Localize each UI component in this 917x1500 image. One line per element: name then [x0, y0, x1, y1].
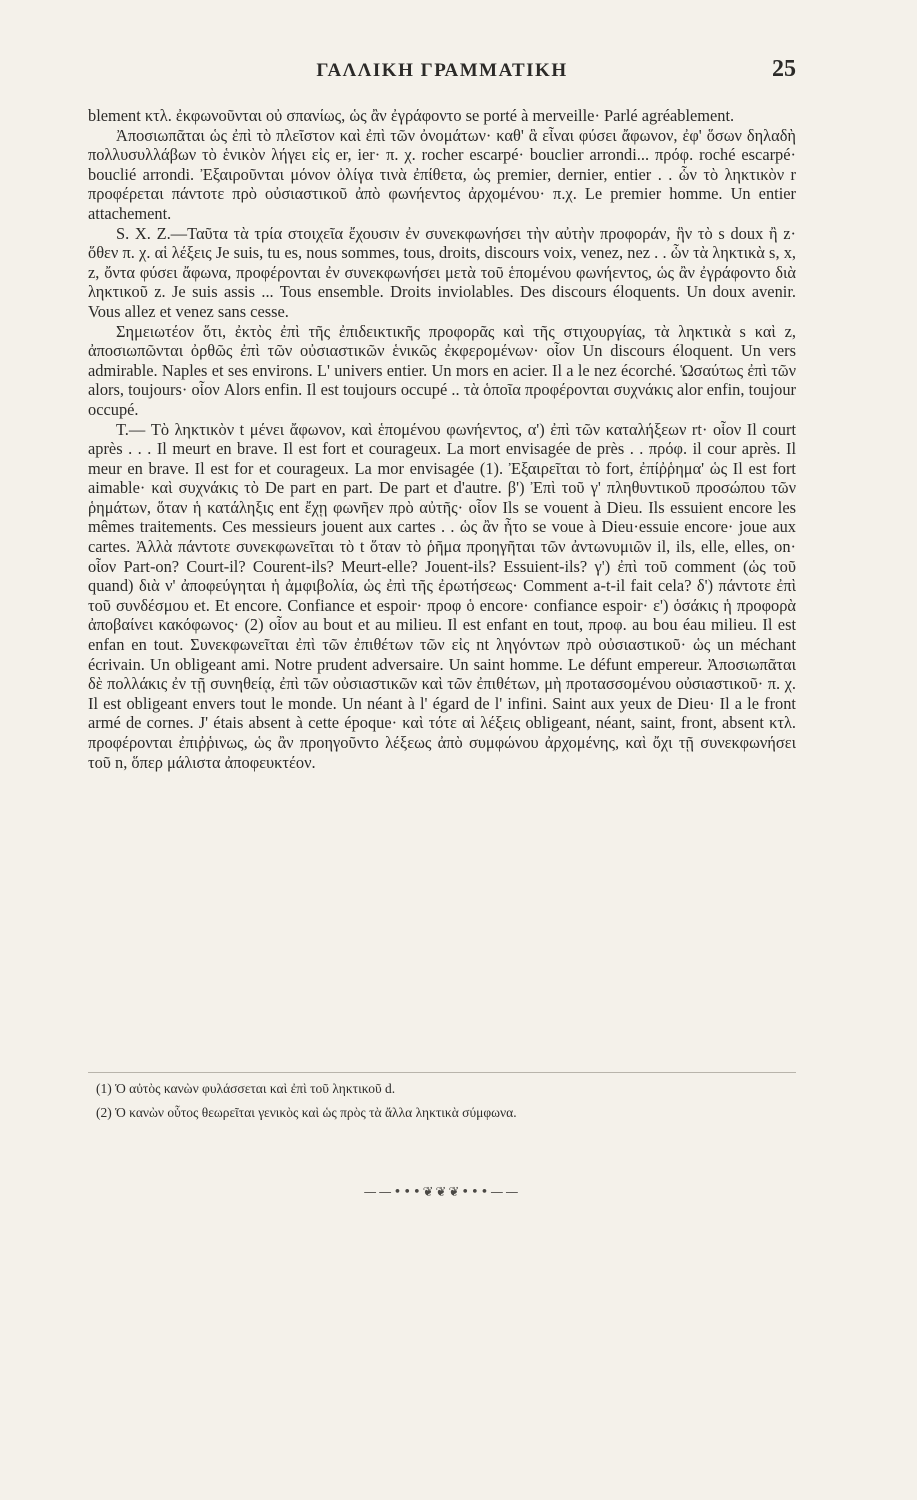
footnotes — [88, 1072, 796, 1125]
footnote-divider — [88, 1072, 796, 1073]
body-text — [88, 106, 796, 772]
page-number: 25 — [772, 56, 796, 82]
book-page — [88, 56, 796, 1440]
paragraph: Σημειωτέον ὅτι, ἐκτὸς ἐπὶ τῆς ἐπιδεικτικῆς προφορᾶς καὶ τῆς στιχουργίας, τὰ ληκτικὰ s καὶ z, ἀποσιωπῶνται ὀρθῶς ἐπὶ τῶν οὐσιαστικῶν ἑνικῶς ἐκφερομένων· οἷον Un discours éloquent. Un vers admirable. Naples et ses environs. L' univers entier. Un mors en acier. Il a le nez écorché. Ὡσαύτως ἐπὶ τῶν alors, toujours· οἷον Alors enfin. Il est toujours occupé .. τὰ ὁποῖα προφέρονται συχνάκις alor enfin, toujour occupé. — [88, 321, 796, 419]
footnote: (2) Ὁ κανὼν οὗτος θεωρεῖται γενικὸς καὶ ὡς πρὸς τὰ ἄλλα ληκτικὰ σύμφωνα. — [96, 1105, 517, 1120]
paragraph: blement κτλ. ἐκφωνοῦνται οὐ σπανίως, ὡς ἂν ἐγράφοντο se porté à merveille· Parlé agréablement. — [88, 106, 735, 125]
footnote: (1) Ὁ αὐτὸς κανὼν φυλάσσεται καὶ ἐπὶ τοῦ ληκτικοῦ d. — [96, 1081, 396, 1096]
ornament-divider-icon: ——•••❦❦❦•••—— — [363, 1185, 521, 1200]
paragraph: Ἀποσιωπᾶται ὡς ἐπὶ τὸ πλεῖστον καὶ ἐπὶ τῶν ὀνομάτων· καθ' ἃ εἶναι φύσει ἄφωνον, ἐφ' ὅσων δηλαδὴ πολλυσυλλάβων τὸ ἑνικὸν λήγει εἰς er, ier· π. χ. rocher escarpé· bouclier arrondi... πρόφ. roché escarpé· bouclié arrondi. Ἐξαιροῦνται μόνον ὀλίγα τινὰ ἐπίθετα, ὡς premier, dernier, entier . . ὧν τὸ ληκτικὸν r προφέρεται πάντοτε πρὸ οὐσιαστικοῦ ἀπὸ φωνήεντος ἀρχομένου· π.χ. Le premier homme. Un entier attachement. — [88, 125, 796, 223]
paragraph: S. X. Z.—Ταῦτα τὰ τρία στοιχεῖα ἔχουσιν ἐν συνεκφωνήσει τὴν αὐτὴν προφοράν, ἣν τὸ s doux ἢ z· ὅθεν π. χ. αἱ λέξεις Je suis, tu es, nous sommes, tous, droits, discours voix, venez, nez . . ὧν τὰ ληκτικὰ s, x, z, ὄντα φύσει ἄφωνα, προφέρονται ἐν συνεκφωνήσει μετὰ τοῦ ἑπομένου φωνήεντος, ὡς ἂν ἐγράφοντο διὰ ληκτικοῦ z. Je suis assis ... Tous ensemble. Droits inviolables. Des discours éloquents. Un doux avenir. Vous allez et venez sans cesse. — [88, 223, 796, 321]
page-header — [88, 56, 796, 96]
paragraph: T.— Τὸ ληκτικὸν t μένει ἄφωνον, καὶ ἑπομένου φωνήεντος, α') ἐπὶ τῶν καταλήξεων rt· οἷον Il court après . . . Il meurt en brave. Il est fort et courageux. La mort envisagée de près . . πρόφ. il cour après. Il meur en brave. Il est for et courageux. La mor envisagée (1). Ἐξαιρεῖται τὸ fort, ἐπίῤῥημα' ὡς Il est fort aimable· καὶ συχνάκις τὸ De part en part. De part et d'autre. β') Ἐπὶ τοῦ γ' πληθυντικοῦ προσώπου τῶν ῥημάτων, ὅταν ἡ κατάληξις ent ἔχῃ φωνῆεν πρὸ αὐτῆς· οἷον Ils se vouent à Dieu. Ils essuient encore les mêmes traitements. Ces messieurs jouent aux cartes . . ὡς ἂν ἦτο se voue à Dieu·essuie encore· joue aux cartes. Ἀλλὰ πάντοτε συνεκφωνεῖται τὸ t ὅταν τὸ ῥῆμα προηγῆται τῶν ἀντωνυμιῶν il, ils, elle, elles, on· οἷον Part-on? Court-il? Courent-ils? Meurt-elle? Jouent-ils? Essuient-ils? γ') ἐπὶ τοῦ comment (ὡς τοῦ quand) διὰ ν' ἀποφεύγηται ἡ ἀμφιβολία, ὡς ἐπὶ τῆς ἐρωτήσεως· Comment a-t-il fait cela? δ') πάντοτε ἐπὶ τοῦ συνδέσμου et. Et encore. Confiance et espoir· προφ ὁ encore· confiance espoir· ε') ὁσάκις ἡ προφορὰ ἀποβαίνει κακόφωνος· (2) οἷον au bout et au milieu. Il est enfant en tout, προφ. au bou éau milieu. Il est enfan en tout. Συνεκφωνεῖται ἐπὶ τῶν ἐπιθέτων τῶν εἰς nt ληγόντων πρὸ οὐσιαστικοῦ· ὡς un méchant écrivain. Un obligeant ami. Notre prudent adversaire. Un saint homme. Le défunt empereur. Ἀποσιωπᾶται δὲ πολλάκις ἐν τῇ συνηθείᾳ, ἐπὶ τῶν οὐσιαστικῶν καὶ τῶν ἐπιθέτων, μὴ προτασσομένου οὐσιαστικοῦ· π. χ. Il est obligeant envers tout le monde. Un néant à l' égard de l' infini. Saint aux yeux de Dieu· Il a le front armé de cornes. J' étais absent à cette époque· καὶ τότε αἱ λέξεις obligeant, néant, saint, front, absent κτλ. προφέρονται ἐπιῤῥινως, ὡς ἂν προηγοῦντο λέξεως ἀπὸ συμφώνου ἀρχομένης, καὶ ὄχι τῇ συνεκφωνήσει τοῦ n, ὅπερ μάλιστα ἀποφευκτέον. — [88, 419, 796, 772]
running-title: ΓΑΛΛΙΚΗ ΓΡΑΜΜΑΤΙΚΗ — [316, 60, 568, 81]
